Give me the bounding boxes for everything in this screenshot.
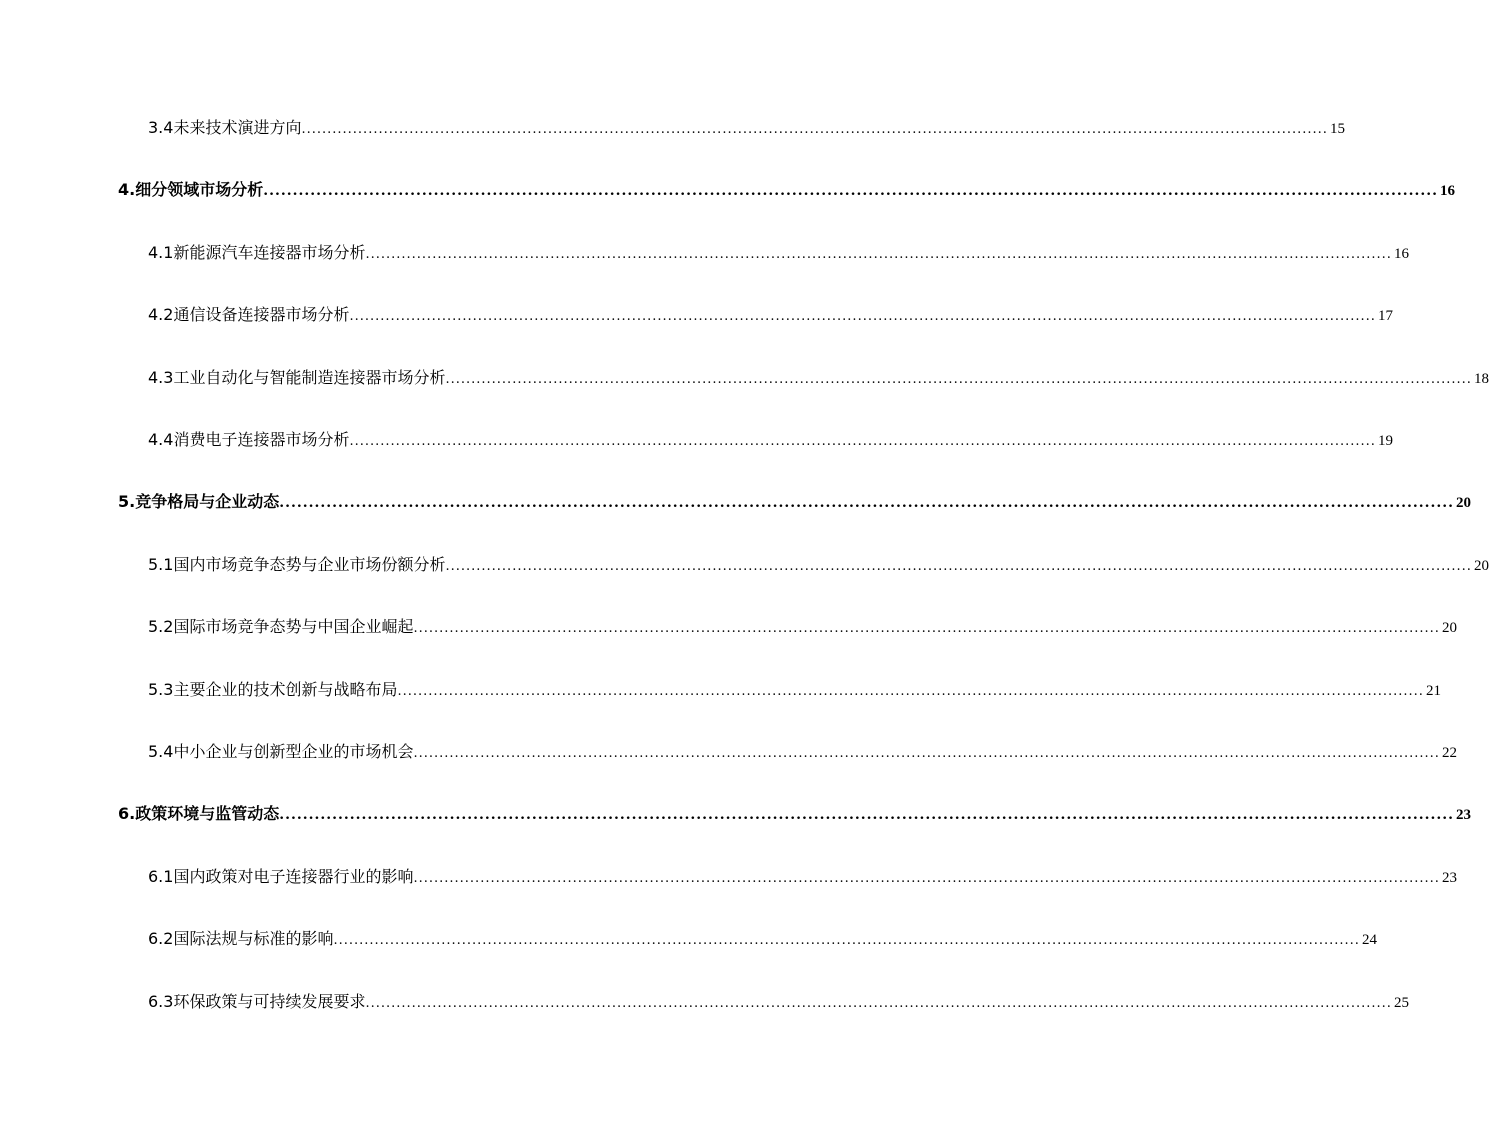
toc-entry-title: 中小企业与创新型企业的市场机会 xyxy=(173,742,414,761)
toc-entry-page: 25 xyxy=(1393,995,1409,1011)
toc-entry-title: 竞争格局与企业动态 xyxy=(135,492,280,511)
toc-entry-title: 国内市场竞争态势与企业市场份额分析 xyxy=(173,555,446,574)
toc-entry-4[interactable] xyxy=(0,177,1456,207)
dot-leader: ........................................................................................................................................................................................................ xyxy=(365,247,1392,262)
toc-entry-title: 消费电子连接器市场分析 xyxy=(173,430,350,449)
toc-entry-4-2[interactable] xyxy=(0,302,1393,332)
toc-entry-5-4[interactable] xyxy=(0,739,1457,769)
dot-leader: ........................................................................................................................................................................................................ xyxy=(413,746,1440,761)
toc-entry-title: 通信设备连接器市场分析 xyxy=(173,305,350,324)
toc-entry-number: 4.1 xyxy=(148,243,174,262)
toc-entry-number: 5.2 xyxy=(148,617,174,636)
dot-leader: ........................................................................................................................................................................................................ xyxy=(279,807,1455,823)
toc-entry-page: 15 xyxy=(1329,121,1345,137)
toc-entry-page: 24 xyxy=(1361,932,1377,948)
dot-leader: ........................................................................................................................................................................................................ xyxy=(333,933,1360,948)
dot-leader: ........................................................................................................................................................................................................ xyxy=(413,621,1440,636)
dot-leader: ........................................................................................................................................................................................................ xyxy=(413,871,1440,886)
toc-entry-page: 18 xyxy=(1473,371,1489,387)
toc-entry-5-1[interactable] xyxy=(0,552,1489,582)
toc-entry-5-3[interactable] xyxy=(0,677,1441,707)
toc-entry-number: 5.3 xyxy=(148,680,174,699)
dot-leader: ........................................................................................................................................................................................................ xyxy=(397,684,1424,699)
dot-leader: ........................................................................................................................................................................................................ xyxy=(301,122,1328,137)
dot-leader: ........................................................................................................................................................................................................ xyxy=(349,309,1376,324)
dot-leader: ........................................................................................................................................................................................................ xyxy=(365,996,1392,1011)
toc-entry-number: 4.3 xyxy=(148,368,174,387)
toc-entry-number: 4.2 xyxy=(148,305,174,324)
toc-entry-page: 17 xyxy=(1377,308,1393,324)
toc-entry-title: 主要企业的技术创新与战略布局 xyxy=(173,680,398,699)
toc-entry-4-3[interactable] xyxy=(0,365,1489,395)
toc-entry-6-2[interactable] xyxy=(0,926,1377,956)
toc-entry-number: 6.2 xyxy=(148,929,174,948)
toc-entry-4-1[interactable] xyxy=(0,240,1409,270)
dot-leader: ........................................................................................................................................................................................................ xyxy=(263,183,1439,199)
toc-entry-title: 工业自动化与智能制造连接器市场分析 xyxy=(173,368,446,387)
toc-entry-page: 20 xyxy=(1441,620,1457,636)
toc-entry-title: 国际市场竞争态势与中国企业崛起 xyxy=(173,617,414,636)
dot-leader: ........................................................................................................................................................................................................ xyxy=(279,495,1455,511)
toc-entry-5[interactable] xyxy=(0,489,1472,519)
toc-entry-title: 未来技术演进方向 xyxy=(173,118,302,137)
toc-entry-title: 新能源汽车连接器市场分析 xyxy=(173,243,366,262)
toc-entry-title: 政策环境与监管动态 xyxy=(135,804,280,823)
toc-entry-number: 3.4 xyxy=(148,118,174,137)
toc-entry-page: 23 xyxy=(1456,807,1472,823)
toc-entry-number: 6.3 xyxy=(148,992,174,1011)
toc-entry-number: 5.1 xyxy=(148,555,174,574)
dot-leader: ........................................................................................................................................................................................................ xyxy=(349,434,1376,449)
toc-entry-page: 23 xyxy=(1441,870,1457,886)
toc-entry-4-4[interactable] xyxy=(0,427,1393,457)
toc-entry-number: 4. xyxy=(118,180,136,199)
dot-leader: ........................................................................................................................................................................................................ xyxy=(445,372,1472,387)
toc-entry-title: 国际法规与标准的影响 xyxy=(173,929,334,948)
toc-entry-number: 6. xyxy=(118,804,136,823)
toc-entry-6[interactable] xyxy=(0,801,1472,831)
toc-entry-page: 19 xyxy=(1377,433,1393,449)
toc-entry-6-1[interactable] xyxy=(0,864,1457,894)
toc-entry-page: 16 xyxy=(1440,183,1456,199)
toc-entry-page: 21 xyxy=(1425,683,1441,699)
toc-entry-number: 5. xyxy=(118,492,136,511)
toc-entry-6-3[interactable] xyxy=(0,989,1409,1019)
toc-entry-5-2[interactable] xyxy=(0,614,1457,644)
toc-entry-3-4[interactable] xyxy=(0,115,1345,145)
toc-entry-title: 国内政策对电子连接器行业的影响 xyxy=(173,867,414,886)
dot-leader: ........................................................................................................................................................................................................ xyxy=(445,559,1472,574)
toc-entry-page: 16 xyxy=(1393,246,1409,262)
toc-entry-title: 细分领域市场分析 xyxy=(135,180,264,199)
toc-entry-page: 20 xyxy=(1456,495,1472,511)
toc-entry-page: 22 xyxy=(1441,745,1457,761)
toc-entry-page: 20 xyxy=(1473,558,1489,574)
toc-entry-title: 环保政策与可持续发展要求 xyxy=(173,992,366,1011)
toc-entry-number: 5.4 xyxy=(148,742,174,761)
toc-entry-number: 6.1 xyxy=(148,867,174,886)
toc-entry-number: 4.4 xyxy=(148,430,174,449)
